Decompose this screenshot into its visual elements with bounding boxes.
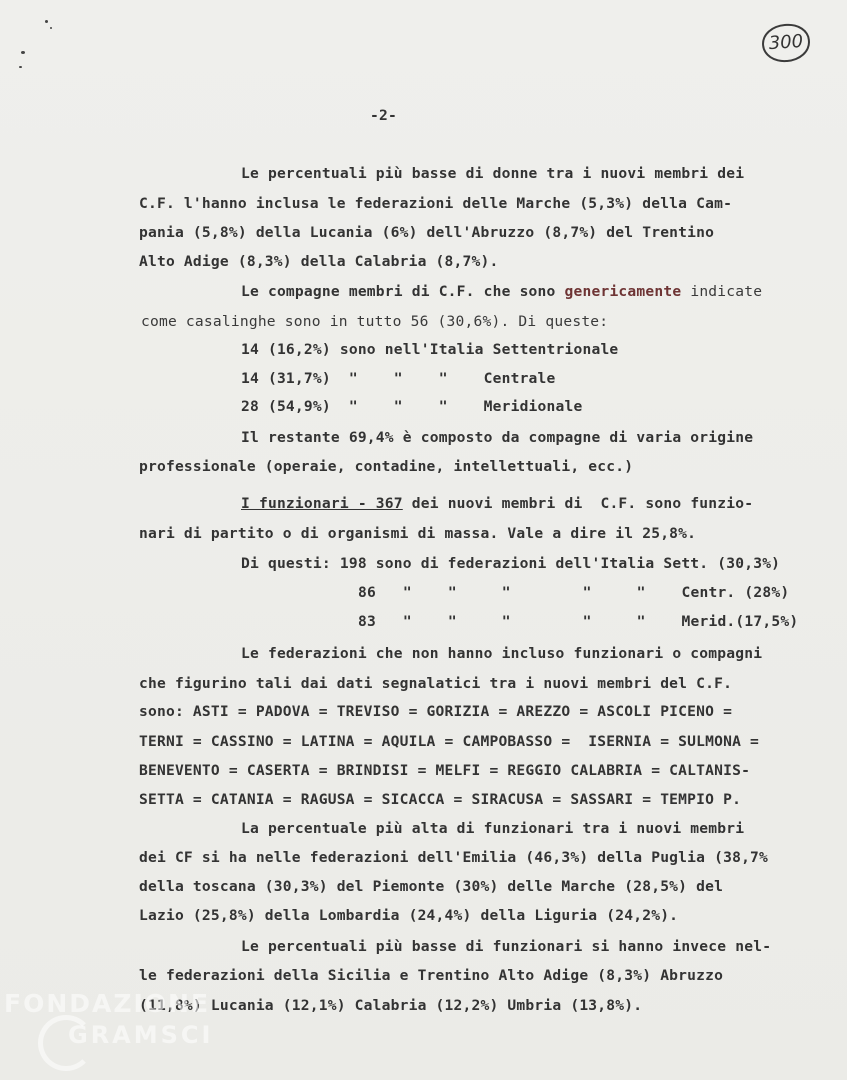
text-line: Di questi: 198 sono di federazioni dell'Italia Sett. (30,3%) bbox=[241, 555, 781, 572]
text-line: I funzionari - 367 dei nuovi membri di C.F. sono funzio- bbox=[241, 495, 754, 512]
text-line: C.F. l'hanno inclusa le federazioni delle Marche (5,3%) della Cam- bbox=[139, 195, 733, 212]
text-line: Le compagne membri di C.F. che sono genericamente indicate bbox=[241, 283, 763, 300]
text-line: Il restante 69,4% è composto da compagne di varia origine bbox=[241, 429, 754, 446]
text-line: le federazioni della Sicilia e Trentino Alto Adige (8,3%) Abruzzo bbox=[139, 967, 724, 984]
text-line: BENEVENTO = CASERTA = BRINDISI = MELFI = REGGIO CALABRIA = CALTANIS- bbox=[139, 762, 751, 779]
page-number-stamp: 300 bbox=[761, 22, 812, 63]
text-line: nari di partito o di organismi di massa. Vale a dire il 25,8%. bbox=[139, 525, 697, 542]
text-line: Le percentuali più basse di donne tra i nuovi membri dei bbox=[241, 165, 745, 182]
highlighted-word: genericamente bbox=[564, 283, 682, 300]
text-line: Alto Adige (8,3%) della Calabria (8,7%). bbox=[139, 253, 499, 270]
text-line: 83 " " " " " Merid.(17,5%) bbox=[358, 613, 799, 630]
text-line: che figurino tali dai dati segnalatici tra i nuovi membri del C.F. bbox=[139, 675, 733, 692]
ink-speck bbox=[45, 20, 48, 23]
page-marker: -2- bbox=[370, 107, 397, 124]
text-line: come casalinghe sono in tutto 56 (30,6%). Di queste: bbox=[141, 313, 609, 330]
text-line: Le percentuali più basse di funzionari si hanno invece nel- bbox=[241, 938, 772, 955]
text-line: 14 (16,2%) sono nell'Italia Settentrionale bbox=[241, 341, 619, 358]
text-line: sono: ASTI = PADOVA = TREVISO = GORIZIA = AREZZO = ASCOLI PICENO = bbox=[139, 703, 733, 720]
ink-speck bbox=[19, 66, 22, 68]
text-line: TERNI = CASSINO = LATINA = AQUILA = CAMPOBASSO = ISERNIA = SULMONA = bbox=[139, 733, 760, 750]
text-line: dei CF si ha nelle federazioni dell'Emilia (46,3%) della Puglia (38,7% bbox=[139, 849, 769, 866]
text-line: 28 (54,9%) " " " Meridionale bbox=[241, 398, 583, 415]
text-line: della toscana (30,3%) del Piemonte (30%) delle Marche (28,5%) del bbox=[139, 878, 724, 895]
text-line: Le federazioni che non hanno incluso funzionari o compagni bbox=[241, 645, 763, 662]
text-line: 14 (31,7%) " " " Centrale bbox=[241, 370, 556, 387]
section-heading: I funzionari - 367 bbox=[241, 495, 403, 512]
watermark-line2: GRAMSCI bbox=[68, 1021, 214, 1049]
text-line: (11,8%) Lucania (12,1%) Calabria (12,2%) Umbria (13,8%). bbox=[139, 997, 643, 1014]
text-line: SETTA = CATANIA = RAGUSA = SICACCA = SIRACUSA = SASSARI = TEMPIO P. bbox=[139, 791, 742, 808]
watermark-logo bbox=[4, 985, 234, 1080]
text-line: Lazio (25,8%) della Lombardia (24,4%) della Liguria (24,2%). bbox=[139, 907, 679, 924]
ink-speck bbox=[21, 51, 25, 54]
watermark-line1: FONDAZIONE bbox=[4, 989, 211, 1018]
text-line: 86 " " " " " Centr. (28%) bbox=[358, 584, 790, 601]
text-line: pania (5,8%) della Lucania (6%) dell'Abruzzo (8,7%) del Trentino bbox=[139, 224, 715, 241]
text-line: La percentuale più alta di funzionari tra i nuovi membri bbox=[241, 820, 745, 837]
ink-speck bbox=[50, 27, 52, 29]
text-line: professionale (operaie, contadine, intellettuali, ecc.) bbox=[139, 458, 634, 475]
